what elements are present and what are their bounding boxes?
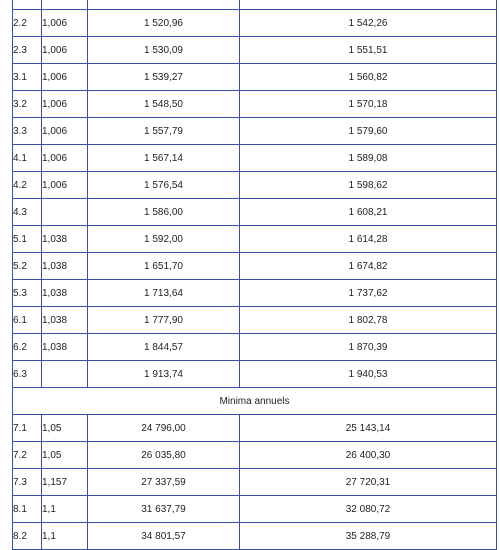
- value-b-cell: 25 143,14: [240, 415, 497, 442]
- level-cell: 3.1: [13, 64, 42, 91]
- level-cell: 4.3: [13, 199, 42, 226]
- table-row: [13, 307, 497, 334]
- level-cell: 7.2: [13, 442, 42, 469]
- coefficient-cell: 1,006: [42, 145, 88, 172]
- value-a-cell: 1 844,57: [88, 334, 240, 361]
- value-a-cell: 1 539,27: [88, 64, 240, 91]
- value-a-cell: 34 801,57: [88, 523, 240, 550]
- level-cell: 7.3: [13, 469, 42, 496]
- value-b-cell: 35 288,79: [240, 523, 497, 550]
- level-cell: 3.3: [13, 118, 42, 145]
- value-a-cell: 1 777,90: [88, 307, 240, 334]
- value-b-cell: 27 720,31: [240, 469, 497, 496]
- coefficient-cell: 1,038: [42, 253, 88, 280]
- value-a-cell: 26 035,80: [88, 442, 240, 469]
- level-cell: 7.1: [13, 415, 42, 442]
- level-cell: 6.1: [13, 307, 42, 334]
- value-b-cell: 1 551,51: [240, 37, 497, 64]
- coefficient-cell: 1,038: [42, 280, 88, 307]
- level-cell: 4.1: [13, 145, 42, 172]
- value-a-cell: 1 576,54: [88, 172, 240, 199]
- value-b-cell: 1 674,82: [240, 253, 497, 280]
- table-row: [13, 199, 497, 226]
- table-row: [13, 118, 497, 145]
- table-row: [13, 442, 497, 469]
- value-b-cell: 1 614,28: [240, 226, 497, 253]
- table-row: [13, 253, 497, 280]
- coefficient-cell: 1,038: [42, 307, 88, 334]
- table-row: [13, 226, 497, 253]
- table-row: [13, 145, 497, 172]
- value-b-cell: 1 608,21: [240, 199, 497, 226]
- value-b-cell: 1 870,39: [240, 334, 497, 361]
- table-row: [13, 91, 497, 118]
- salary-grid-body: [13, 0, 497, 550]
- value-b-cell: 1 560,82: [240, 64, 497, 91]
- coefficient-cell: 1,157: [42, 469, 88, 496]
- coefficient-cell: 1,05: [42, 415, 88, 442]
- coefficient-cell: 1,006: [42, 118, 88, 145]
- value-a-cell: 1 713,64: [88, 280, 240, 307]
- level-cell: 8.2: [13, 523, 42, 550]
- value-a-cell: 1 567,14: [88, 145, 240, 172]
- level-cell: 5.3: [13, 280, 42, 307]
- value-b-cell: 1 940,53: [240, 361, 497, 388]
- value-a-cell: 1 651,70: [88, 253, 240, 280]
- value-b-cell: 1 737,62: [240, 280, 497, 307]
- level-cell: 8.1: [13, 496, 42, 523]
- value-b-cell: 26 400,30: [240, 442, 497, 469]
- table-row: [13, 64, 497, 91]
- table-row: [13, 172, 497, 199]
- coefficient-cell: [42, 199, 88, 226]
- coefficient-cell: 1,05: [42, 442, 88, 469]
- coefficient-cell: 1,1: [42, 496, 88, 523]
- value-b-cell: 1 598,62: [240, 172, 497, 199]
- table-row: [13, 469, 497, 496]
- level-cell: 6.2: [13, 334, 42, 361]
- level-cell: 5.1: [13, 226, 42, 253]
- table-row: [13, 334, 497, 361]
- value-a-cell: 31 637,79: [88, 496, 240, 523]
- table-row: [13, 523, 497, 550]
- level-cell: 5.2: [13, 253, 42, 280]
- coefficient-cell: 1,006: [42, 91, 88, 118]
- value-a-cell: 1 557,79: [88, 118, 240, 145]
- table-row: [13, 415, 497, 442]
- value-a-cell: 1 548,50: [88, 91, 240, 118]
- table-row: [13, 10, 497, 37]
- section-title: Minima annuels: [13, 388, 497, 415]
- table-row-cut-off: [13, 0, 497, 10]
- value-b-cell: 1 589,08: [240, 145, 497, 172]
- value-b-cell: 1 802,78: [240, 307, 497, 334]
- value-b-cell: 32 080,72: [240, 496, 497, 523]
- level-cell: 3.2: [13, 91, 42, 118]
- value-a-cell: 24 796,00: [88, 415, 240, 442]
- table-row: [13, 361, 497, 388]
- value-b-cell: 1 570,18: [240, 91, 497, 118]
- level-cell: 4.2: [13, 172, 42, 199]
- coefficient-cell: 1,038: [42, 226, 88, 253]
- table-row: [13, 280, 497, 307]
- value-a-cell: 1 530,09: [88, 37, 240, 64]
- value-a-cell: 1 592,00: [88, 226, 240, 253]
- coefficient-cell: 1,006: [42, 10, 88, 37]
- coefficient-cell: 1,038: [42, 334, 88, 361]
- value-b-cell: 1 579,60: [240, 118, 497, 145]
- coefficient-cell: 1,006: [42, 172, 88, 199]
- section-header-row: [13, 388, 497, 415]
- table-row: [13, 37, 497, 64]
- coefficient-cell: [42, 361, 88, 388]
- level-cell: 6.3: [13, 361, 42, 388]
- coefficient-cell: 1,006: [42, 64, 88, 91]
- level-cell: 2.2: [13, 10, 42, 37]
- value-a-cell: 1 520,96: [88, 10, 240, 37]
- level-cell: 2.3: [13, 37, 42, 64]
- table-row: [13, 496, 497, 523]
- value-b-cell: 1 542,26: [240, 10, 497, 37]
- value-a-cell: 27 337,59: [88, 469, 240, 496]
- value-a-cell: 1 586,00: [88, 199, 240, 226]
- coefficient-cell: 1,006: [42, 37, 88, 64]
- value-a-cell: 1 913,74: [88, 361, 240, 388]
- salary-grid-table: [12, 0, 497, 550]
- coefficient-cell: 1,1: [42, 523, 88, 550]
